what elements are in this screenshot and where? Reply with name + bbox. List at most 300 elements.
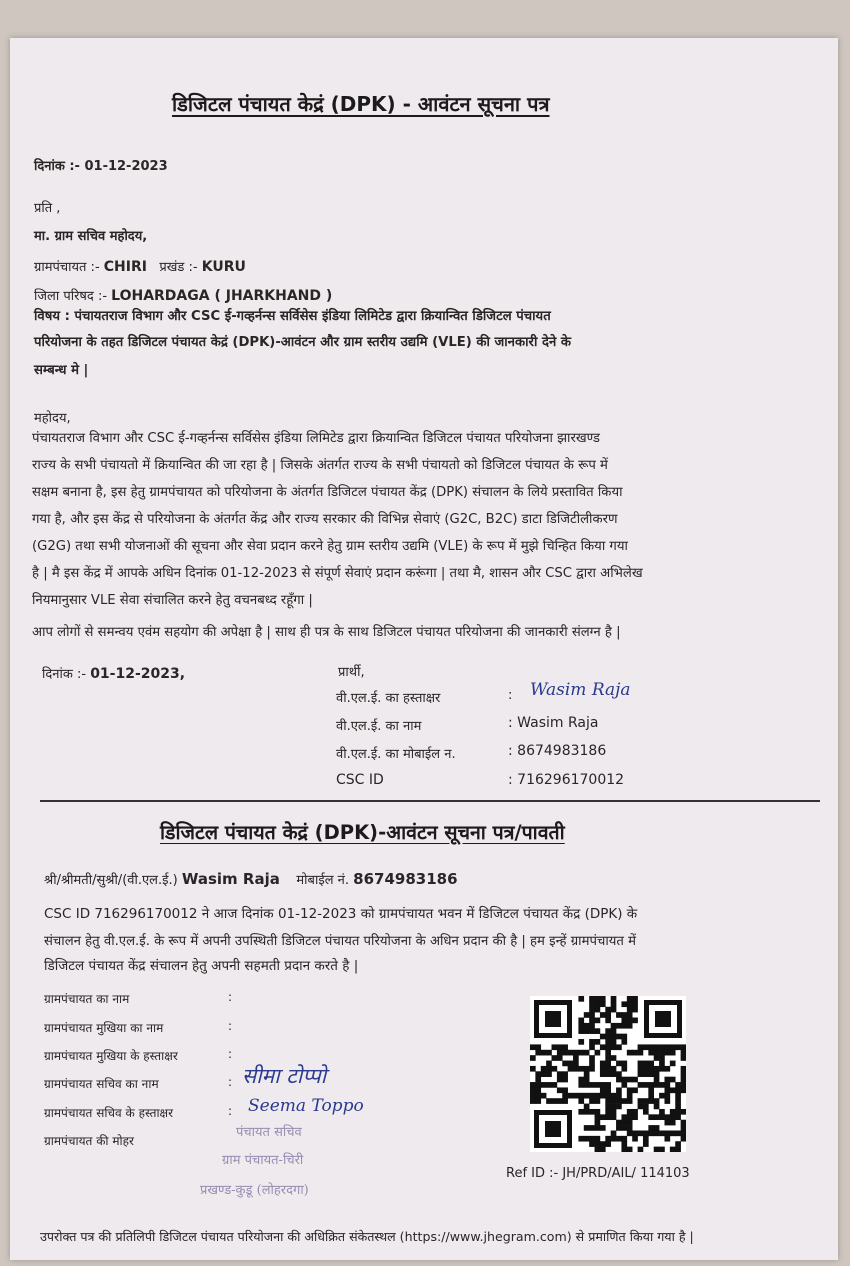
qr-module <box>584 1077 590 1083</box>
qr-module <box>595 1109 601 1115</box>
qr-module <box>632 1114 638 1120</box>
qr-module <box>600 1147 606 1152</box>
qr-module <box>605 1093 611 1099</box>
qr-finder <box>534 1000 572 1038</box>
qr-module <box>616 1125 622 1131</box>
qr-module <box>541 1066 547 1072</box>
qr-module <box>584 1071 590 1077</box>
qr-module <box>541 1050 547 1056</box>
qr-module <box>573 1055 579 1061</box>
stamp-line: पंचायत सचिव <box>236 1125 302 1140</box>
qr-module <box>681 1071 686 1077</box>
qr-module <box>670 1114 676 1120</box>
qr-module <box>675 1130 681 1136</box>
qr-module <box>670 1061 676 1067</box>
salutation: महोदय, <box>34 411 71 426</box>
qr-module <box>589 1125 595 1131</box>
qr-module <box>605 1039 611 1045</box>
qr-module <box>546 1071 552 1077</box>
qr-module <box>595 1136 601 1142</box>
qr-module <box>611 996 617 1002</box>
paragraph-line: गया है, और इस केंद्र से परियोजना के अंतर्गत केंद्र और राज्य सरकार की विभिन्न सेवाएं (G2C, B2C) डाटा डिजिटीलीकरण <box>32 512 618 527</box>
qr-module <box>664 1136 670 1142</box>
qr-module <box>621 1120 627 1126</box>
qr-module <box>568 1050 574 1056</box>
qr-module <box>681 1125 686 1131</box>
vle-name-value: : Wasim Raja <box>508 715 599 731</box>
qr-module <box>643 1061 649 1067</box>
qr-module <box>632 1130 638 1136</box>
qr-module <box>611 1028 617 1034</box>
qr-module <box>654 1066 660 1072</box>
qr-module <box>578 1028 584 1034</box>
qr-module <box>621 1082 627 1088</box>
qr-module <box>621 1039 627 1045</box>
gram-label: ग्रामपंचायत :- <box>34 260 100 275</box>
vle-mobile-label: वी.एल.ई. का मोबाईल न. <box>336 747 456 762</box>
qr-module <box>578 1023 584 1029</box>
qr-module <box>648 1044 654 1050</box>
qr-module <box>611 1055 617 1061</box>
qr-module <box>627 1130 633 1136</box>
field-colon: : <box>228 990 233 1004</box>
qr-module <box>664 1050 670 1056</box>
qr-module <box>595 1120 601 1126</box>
qr-module <box>578 1098 584 1104</box>
secretary-signature: Seema Toppo <box>248 1096 364 1116</box>
qr-module <box>600 1034 606 1040</box>
qr-module <box>584 1093 590 1099</box>
district-label: जिला परिषद :- <box>34 289 108 304</box>
paragraph-line: है | मै इस केंद्र में आपके अधिन दिनांक 01-12-2023 से संपूर्ण सेवाएं प्रदान करूंगा | तथा मै, शासन और CSC द्वारा अभिलेख <box>32 566 643 581</box>
qr-module <box>578 1109 584 1115</box>
qr-module <box>605 1061 611 1067</box>
addressee: मा. ग्राम सचिव महोदय, <box>34 229 148 244</box>
qr-module <box>578 1039 584 1045</box>
qr-module <box>621 1125 627 1131</box>
qr-module <box>621 1023 627 1029</box>
qr-module <box>621 1136 627 1142</box>
qr-module <box>638 1066 644 1072</box>
qr-module <box>664 1044 670 1050</box>
qr-module <box>600 1093 606 1099</box>
field-label: ग्रामपंचायत मुखिया का नाम <box>44 1021 164 1035</box>
qr-module <box>654 1098 660 1104</box>
qr-module <box>605 1114 611 1120</box>
qr-module <box>659 1114 665 1120</box>
qr-module <box>627 1001 633 1007</box>
qr-module <box>595 1098 601 1104</box>
qr-module <box>541 1071 547 1077</box>
qr-module <box>648 1125 654 1131</box>
field-label: ग्रामपंचायत का नाम <box>44 992 130 1006</box>
qr-module <box>664 1130 670 1136</box>
qr-module <box>578 1050 584 1056</box>
qr-module <box>605 1018 611 1024</box>
qr-module <box>664 1093 670 1099</box>
qr-module <box>530 1082 536 1088</box>
qr-module <box>627 1023 633 1029</box>
qr-module <box>621 1098 627 1104</box>
qr-module <box>648 1066 654 1072</box>
secretary-name-handwritten: सीमा टोप्पो <box>242 1064 327 1088</box>
qr-module <box>659 1109 665 1115</box>
paragraph-line: नियमानुसार VLE सेवा संचालित करने हेतु वचनबध्द रहूँगा | <box>32 593 313 608</box>
qr-module <box>627 1147 633 1152</box>
qr-module <box>595 996 601 1002</box>
qr-module <box>643 1071 649 1077</box>
qr-module <box>675 1109 681 1115</box>
qr-module <box>616 1012 622 1018</box>
qr-module <box>605 1012 611 1018</box>
vle-signature: Wasim Raja <box>530 680 631 700</box>
qr-module <box>621 1061 627 1067</box>
qr-module <box>584 1136 590 1142</box>
qr-module <box>616 1061 622 1067</box>
qr-module <box>638 1082 644 1088</box>
qr-module <box>600 1066 606 1072</box>
qr-module <box>664 1114 670 1120</box>
qr-module <box>595 1050 601 1056</box>
qr-module <box>552 1098 558 1104</box>
qr-module <box>584 1023 590 1029</box>
qr-module <box>611 1071 617 1077</box>
qr-module <box>605 1066 611 1072</box>
qr-module <box>557 1071 563 1077</box>
qr-module <box>670 1130 676 1136</box>
qr-module <box>611 1136 617 1142</box>
vle-signature-label: वी.एल.ई. का हस्ताक्षर <box>336 691 441 706</box>
qr-finder <box>644 1000 682 1038</box>
qr-module <box>600 1044 606 1050</box>
qr-module <box>681 1120 686 1126</box>
receipt-title: डिजिटल पंचायत केद्रं (DPK)-आवंटन सूचना पत्र/पावती <box>160 821 565 844</box>
qr-module <box>638 1061 644 1067</box>
qr-module <box>670 1120 676 1126</box>
ack-line: CSC ID 716296170012 ने आज दिनांक 01-12-2023 को ग्रामपंचायत भवन में डिजिटल पंचायत केंद्र (DPK) के <box>44 906 638 922</box>
qr-module <box>584 1028 590 1034</box>
qr-module <box>616 1044 622 1050</box>
qr-module <box>535 1077 541 1083</box>
qr-module <box>562 1071 568 1077</box>
qr-module <box>664 1087 670 1093</box>
qr-module <box>681 1044 686 1050</box>
qr-module <box>557 1050 563 1056</box>
qr-module <box>659 1093 665 1099</box>
qr-module <box>595 1082 601 1088</box>
name-prefix: श्री/श्रीमती/सुश्री/(वी.एल.ई.) <box>44 873 178 888</box>
qr-module <box>605 1028 611 1034</box>
qr-module <box>681 1077 686 1083</box>
qr-module <box>589 1012 595 1018</box>
qr-module <box>611 1039 617 1045</box>
qr-module <box>546 1061 552 1067</box>
qr-module <box>611 1044 617 1050</box>
qr-module <box>589 1001 595 1007</box>
qr-module <box>600 1061 606 1067</box>
qr-module <box>643 1136 649 1142</box>
qr-module <box>648 1130 654 1136</box>
qr-module <box>605 1098 611 1104</box>
qr-module <box>584 1125 590 1131</box>
qr-module <box>670 1087 676 1093</box>
qr-module <box>552 1082 558 1088</box>
qr-module <box>675 1141 681 1147</box>
qr-module <box>600 1012 606 1018</box>
qr-module <box>621 1141 627 1147</box>
qr-module <box>605 1141 611 1147</box>
qr-module <box>546 1066 552 1072</box>
qr-module <box>589 1066 595 1072</box>
qr-module <box>627 1050 633 1056</box>
qr-module <box>562 1098 568 1104</box>
qr-module <box>643 1130 649 1136</box>
qr-module <box>589 996 595 1002</box>
qr-module <box>621 1034 627 1040</box>
qr-module <box>605 1104 611 1110</box>
qr-module <box>535 1087 541 1093</box>
qr-module <box>643 1098 649 1104</box>
qr-module <box>589 1039 595 1045</box>
qr-module <box>600 1141 606 1147</box>
qr-module <box>568 1093 574 1099</box>
qr-module <box>675 1098 681 1104</box>
qr-module <box>632 1001 638 1007</box>
qr-module <box>616 1077 622 1083</box>
qr-module <box>621 1114 627 1120</box>
qr-module <box>584 1050 590 1056</box>
qr-module <box>616 1034 622 1040</box>
qr-module <box>600 1082 606 1088</box>
qr-module <box>552 1055 558 1061</box>
section-divider <box>40 800 820 802</box>
qr-module <box>681 1082 686 1088</box>
qr-module <box>659 1061 665 1067</box>
qr-module <box>600 1001 606 1007</box>
qr-module <box>557 1077 563 1083</box>
qr-module <box>530 1066 536 1072</box>
qr-module <box>552 1044 558 1050</box>
qr-module <box>546 1082 552 1088</box>
qr-module <box>659 1082 665 1088</box>
qr-module <box>530 1087 536 1093</box>
qr-module <box>600 1125 606 1131</box>
qr-module <box>632 1077 638 1083</box>
qr-module <box>627 1098 633 1104</box>
qr-module <box>595 1147 601 1152</box>
qr-module <box>595 1141 601 1147</box>
qr-module <box>643 1044 649 1050</box>
qr-module <box>627 1109 633 1115</box>
qr-module <box>654 1055 660 1061</box>
qr-module <box>654 1125 660 1131</box>
qr-module <box>605 1034 611 1040</box>
qr-module <box>664 1066 670 1072</box>
qr-module <box>659 1050 665 1056</box>
qr-module <box>568 1061 574 1067</box>
date2-label: दिनांक :- <box>42 667 87 682</box>
subject-line: विषय : पंचायतराज विभाग और CSC ई-गव्हर्नन्स सर्विसेस इंडिया लिमिटेड द्वारा क्रियान्वित डिजिटल पंचायत <box>34 309 551 324</box>
qr-module <box>670 1109 676 1115</box>
qr-module <box>638 1098 644 1104</box>
date: दिनांक :- 01-12-2023 <box>34 159 168 174</box>
qr-module <box>654 1077 660 1083</box>
qr-module <box>616 1098 622 1104</box>
qr-module <box>643 1082 649 1088</box>
qr-module <box>535 1098 541 1104</box>
qr-module <box>595 1007 601 1013</box>
qr-module <box>670 1050 676 1056</box>
name-value: Wasim Raja <box>181 870 280 888</box>
qr-module <box>611 1007 617 1013</box>
qr-module <box>595 1018 601 1024</box>
qr-module <box>675 1087 681 1093</box>
qr-module <box>681 1136 686 1142</box>
page-title: डिजिटल पंचायत केद्रं (DPK) - आवंटन सूचना पत्र <box>172 92 550 116</box>
qr-module <box>627 1087 633 1093</box>
qr-module <box>605 1136 611 1142</box>
qr-module <box>595 1039 601 1045</box>
field-colon: : <box>228 1047 233 1061</box>
qr-module <box>627 1120 633 1126</box>
csc-id-value: : 716296170012 <box>508 772 625 788</box>
qr-module <box>541 1093 547 1099</box>
qr-module <box>638 1071 644 1077</box>
qr-module <box>557 1098 563 1104</box>
subject-line: परियोजना के तहत डिजिटल पंचायत केद्रं (DPK)-आवंटन और ग्राम स्तरीय उद्यमि (VLE) की जानकारी देने के <box>34 335 571 350</box>
qr-module <box>654 1044 660 1050</box>
qr-module <box>643 1104 649 1110</box>
paragraph-line: सक्षम बनाना है, इस हेतु ग्रामपंचायत को परियोजना के अंतर्गत डिजिटल पंचायत केंद्र (DPK) संचालन के लिये प्रस्तावित किया <box>32 485 623 500</box>
qr-module <box>535 1050 541 1056</box>
qr-module <box>605 1044 611 1050</box>
qr-module <box>578 1018 584 1024</box>
vle-signature-colon: : <box>508 688 513 703</box>
cooperation-line: आप लोगों से समन्वय एवंम सहयोग की अपेक्षा है | साथ ही पत्र के साथ डिजिटल पंचायत परियोजना की जानकारी संलग्न है | <box>32 625 621 640</box>
qr-module <box>611 1109 617 1115</box>
stamp-line: प्रखण्ड-कुडू (लोहरदगा) <box>200 1183 309 1198</box>
qr-module <box>621 1012 627 1018</box>
qr-module <box>584 1082 590 1088</box>
qr-module <box>589 1141 595 1147</box>
qr-module <box>589 1136 595 1142</box>
paragraph-line: राज्य के सभी पंचायतो में क्रियान्वित की जा रहा है | जिसके अंतर्गत राज्य के सभी पंचायतो को डिजिटल पंचायत के रूप में <box>32 458 608 473</box>
qr-module <box>632 1050 638 1056</box>
qr-module <box>664 1098 670 1104</box>
qr-module <box>595 1001 601 1007</box>
qr-module <box>638 1104 644 1110</box>
qr-module <box>632 1136 638 1142</box>
block-label: प्रखंड :- <box>159 260 198 275</box>
ack-line: डिजिटल पंचायत केंद्र संचालन हेतु अपनी सहमती प्रदान करते है | <box>44 958 359 974</box>
qr-module <box>659 1130 665 1136</box>
qr-module <box>562 1050 568 1056</box>
qr-module <box>638 1050 644 1056</box>
qr-module <box>659 1066 665 1072</box>
qr-module <box>670 1044 676 1050</box>
qr-module <box>648 1087 654 1093</box>
qr-module <box>589 1007 595 1013</box>
qr-module <box>621 1147 627 1152</box>
qr-module <box>643 1109 649 1115</box>
qr-module <box>600 996 606 1002</box>
qr-module <box>681 1109 686 1115</box>
qr-module <box>681 1066 686 1072</box>
mobile-label: मोबाईल नं. <box>296 873 349 888</box>
qr-module <box>568 1066 574 1072</box>
qr-module <box>648 1098 654 1104</box>
qr-module <box>578 1136 584 1142</box>
qr-module <box>616 1071 622 1077</box>
qr-module <box>535 1093 541 1099</box>
qr-module <box>605 1055 611 1061</box>
qr-module <box>621 1001 627 1007</box>
qr-module <box>605 1109 611 1115</box>
qr-module <box>584 1109 590 1115</box>
qr-module <box>648 1114 654 1120</box>
qr-module <box>611 1066 617 1072</box>
qr-module <box>621 1066 627 1072</box>
footer-note: उपरोक्त पत्र की प्रतिलिपी डिजिटल पंचायत परियोजना की अधिक्रित संकेतस्थल (https://www.jhegram.com) से प्रमाणित किया गया है | <box>40 1229 694 1244</box>
gram-value: CHIRI <box>103 259 147 275</box>
qr-module <box>611 1034 617 1040</box>
qr-module <box>664 1082 670 1088</box>
district-value: LOHARDAGA ( JHARKHAND ) <box>111 288 333 304</box>
field-label: ग्रामपंचायत सचिव का नाम <box>44 1077 159 1091</box>
qr-module <box>632 1018 638 1024</box>
qr-module <box>584 1066 590 1072</box>
qr-module <box>648 1082 654 1088</box>
qr-module <box>605 1082 611 1088</box>
qr-module <box>557 1055 563 1061</box>
qr-module <box>605 1087 611 1093</box>
qr-module <box>546 1098 552 1104</box>
qr-module <box>611 1001 617 1007</box>
qr-module <box>632 1109 638 1115</box>
qr-module <box>638 1044 644 1050</box>
qr-module <box>605 1007 611 1013</box>
field-colon: : <box>228 1104 233 1118</box>
qr-module <box>600 1087 606 1093</box>
qr-module <box>611 1104 617 1110</box>
qr-module <box>681 1050 686 1056</box>
qr-module <box>648 1050 654 1056</box>
qr-module <box>659 1055 665 1061</box>
qr-module <box>664 1120 670 1126</box>
qr-module <box>562 1077 568 1083</box>
qr-module <box>589 1044 595 1050</box>
qr-module <box>595 1093 601 1099</box>
vle-name-label: वी.एल.ई. का नाम <box>336 719 422 734</box>
qr-module <box>589 1055 595 1061</box>
vle-name-line <box>44 870 458 888</box>
qr-module <box>611 1023 617 1029</box>
csc-id-label: CSC ID <box>336 772 384 788</box>
qr-module <box>627 1012 633 1018</box>
qr-module <box>541 1082 547 1088</box>
qr-module <box>632 996 638 1002</box>
qr-module <box>611 1093 617 1099</box>
qr-module <box>632 1087 638 1093</box>
block-value: KURU <box>201 259 246 275</box>
vle-mobile-value: : 8674983186 <box>508 743 607 759</box>
qr-module <box>578 1093 584 1099</box>
qr-module <box>664 1077 670 1083</box>
qr-module <box>654 1147 660 1152</box>
qr-module <box>675 1104 681 1110</box>
field-label: ग्रामपंचायत मुखिया के हस्ताक्षर <box>44 1049 178 1063</box>
qr-module <box>589 1109 595 1115</box>
